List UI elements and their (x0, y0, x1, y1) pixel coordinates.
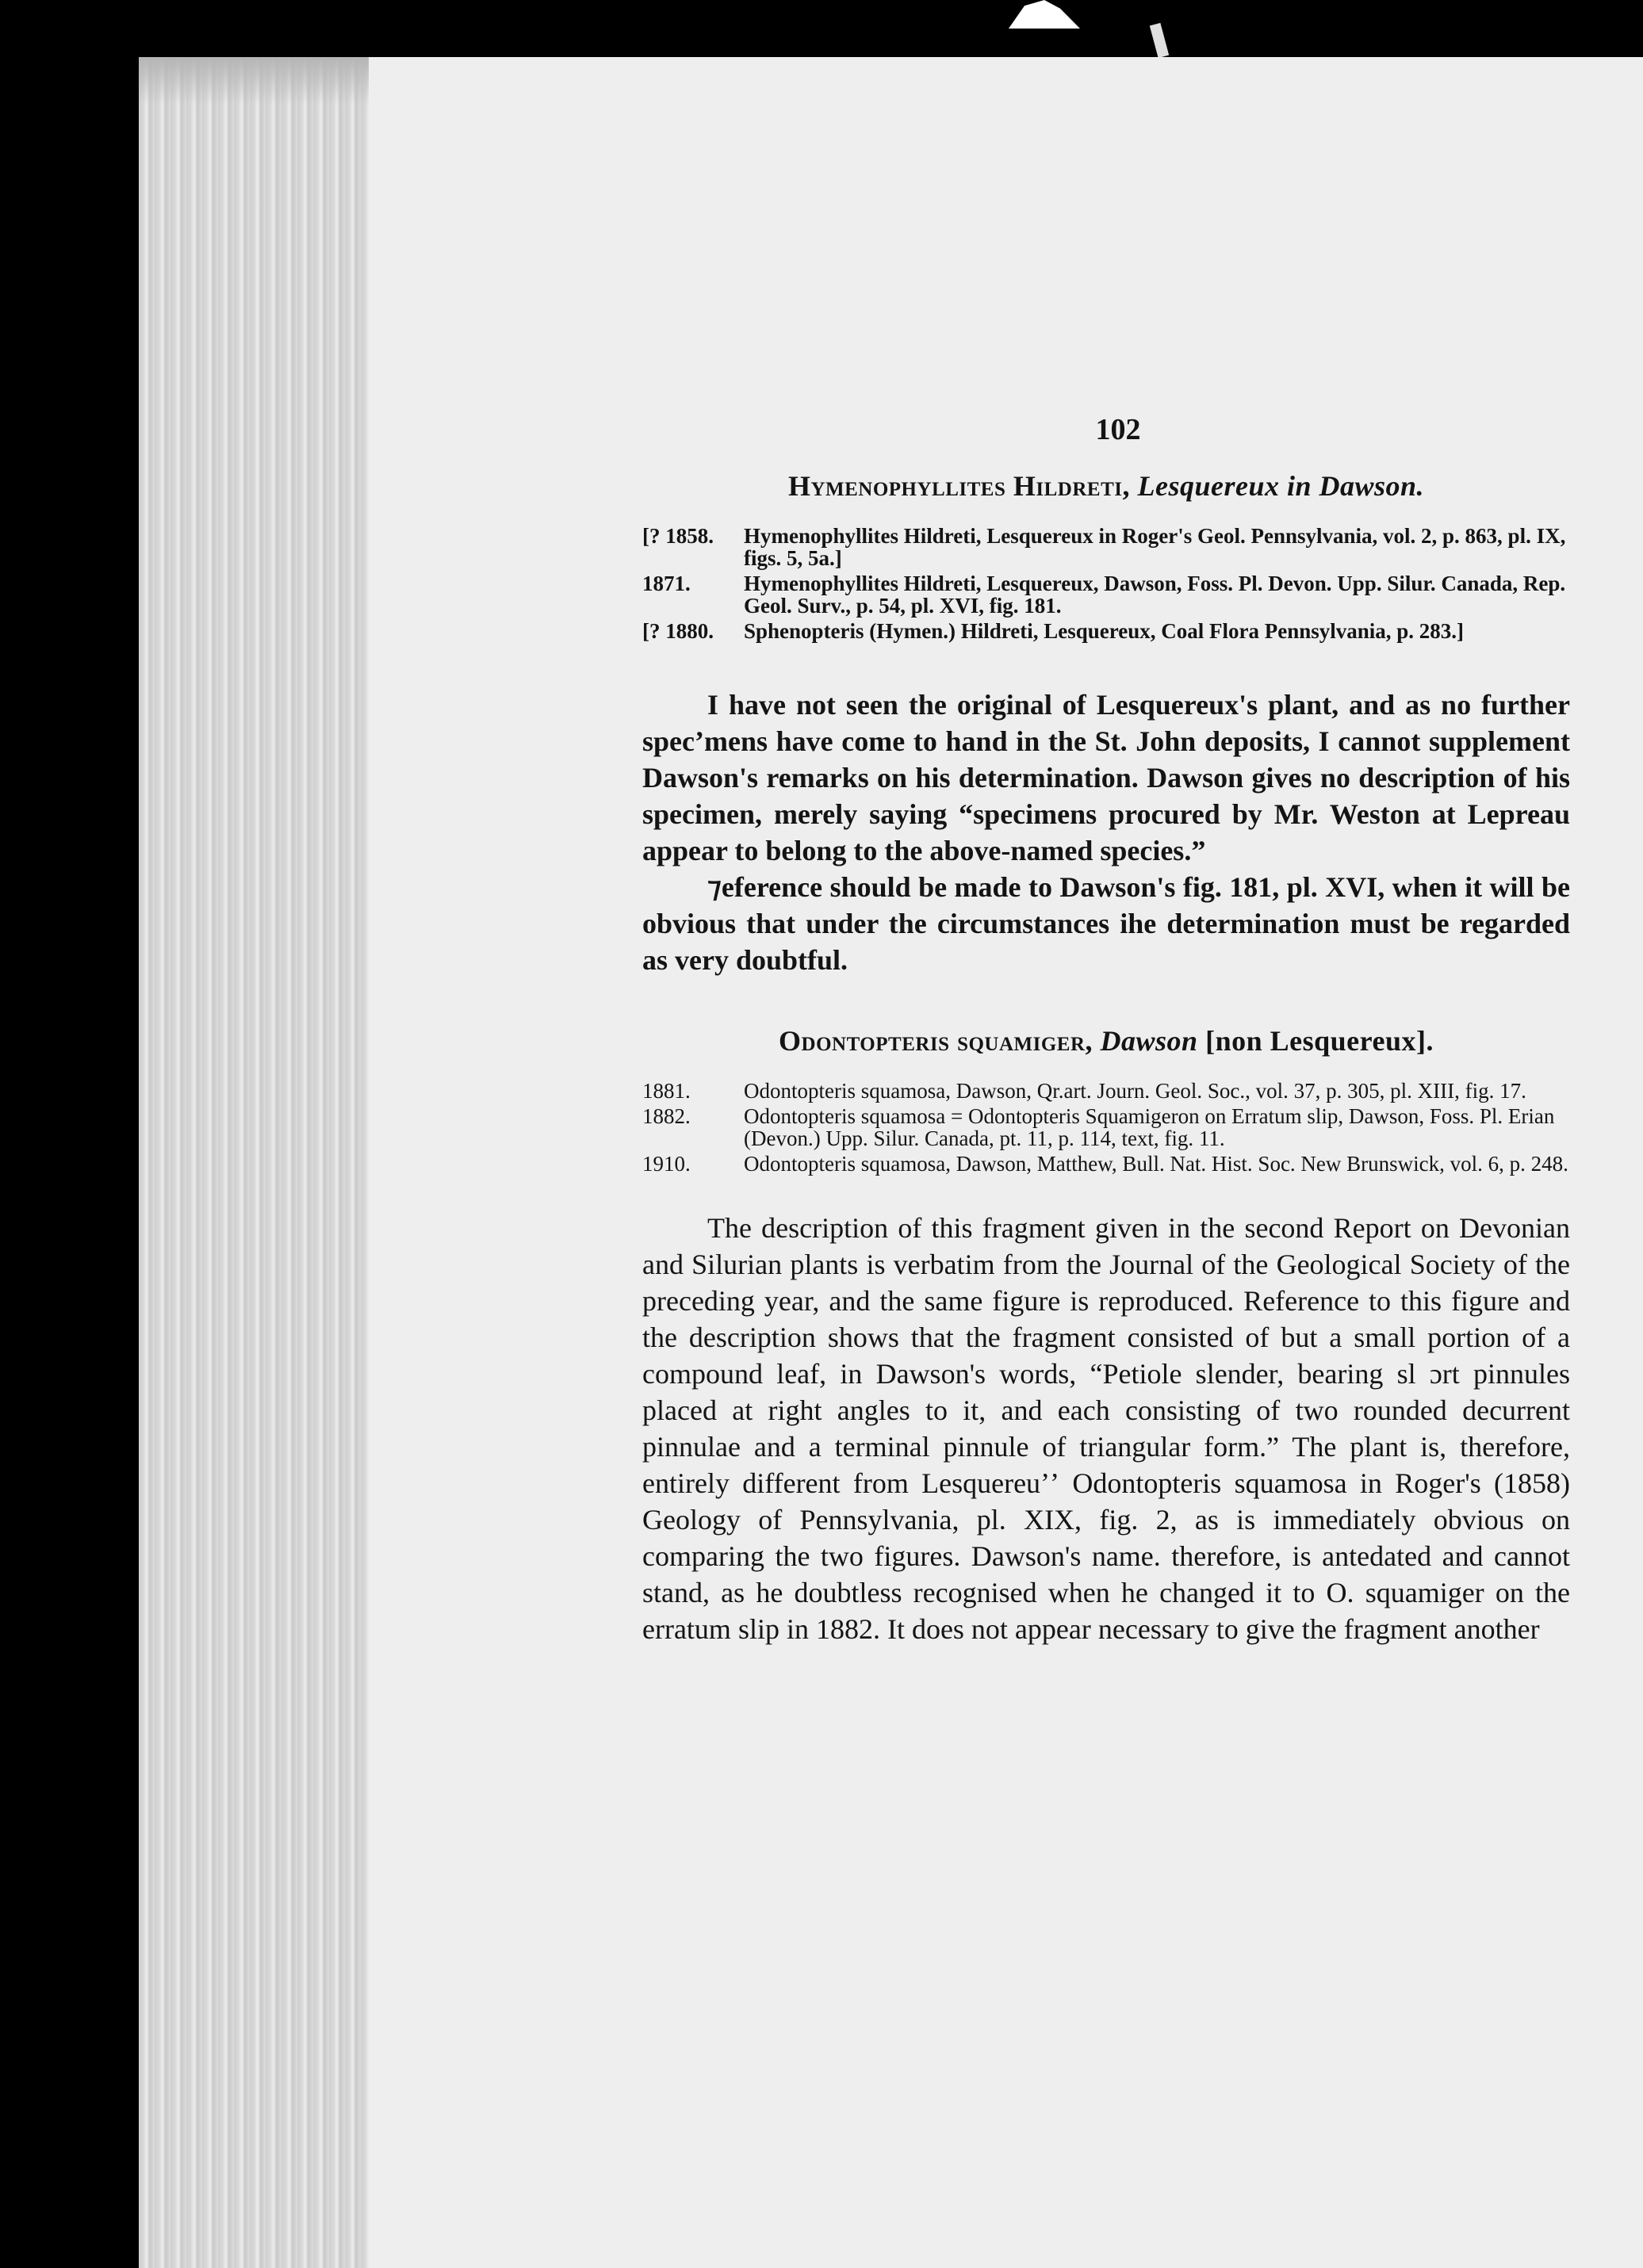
synonymy-text: Hymenophyllites Hildreti, Lesquereux in Roger's Geol. Pennsylvania, vol. 2, p. 863, pl. IX, figs. 5, 5a.] (744, 524, 1566, 570)
page-edges (139, 57, 369, 2268)
section-heading-odontopteris (642, 1024, 1570, 1058)
synonymy-year: 1871. (642, 572, 691, 595)
synonymy-year: [? 1858. (642, 524, 714, 548)
paragraph: I have not seen the original of Lesquereux's plant, and as no further spec’mens have come to hand in the St. John deposits, I cannot supplement Dawson's remarks on his determination. Dawson gives no description of his specimen, merely saying “specimens procured by Mr. Weston at Lepreau appear to belong to the above-named species.” (642, 689, 1570, 866)
heading-note: [non Lesquereux]. (1205, 1025, 1434, 1057)
heading-genus: Hymenophyllites Hildreti, (787, 470, 1130, 502)
paragraph: The description of this fragment given in the second Report on Devonian and Silurian plants is verbatim from the Journal of the Geological Society of the preceding year, and the same figure is reproduced. Reference to this figure and the description shows that the fragment consisted of but a small portion of a compound leaf, in Dawson's words, “Petiole slender, bearing sl ɔrt pinnules placed at right angles to it, and each consisting of two rounded decurrent pinnulae and a terminal pinnule of triangular form.” The plant is, therefore, entirely different from Lesquereuʼʼ Odontopteris squamosa in Roger's (1858) Geology of Pennsylvania, pl. XIX, fig. 2, as is immediately obvious on comparing the two figures. Dawson's name. therefore, is antedated and cannot stand, as he doubtless recognised when he changed it to O. squamiger on the erratum slip in 1882. It does not appear necessary to give the fragment another (642, 1212, 1570, 1645)
synonymy-text: Hymenophyllites Hildreti, Lesquereux, Dawson, Foss. Pl. Devon. Upp. Silur. Canada, Rep. Geol. Surv., p. 54, pl. XVI, fig. 181. (744, 572, 1566, 618)
synonymy-year: 1882. (642, 1104, 691, 1128)
synonymy-text: Odontopteris squamosa, Dawson, Qr.art. Journ. Geol. Soc., vol. 37, p. 305, pl. XIII, fig. 17. (744, 1079, 1526, 1103)
synonymy-year: 1881. (642, 1079, 691, 1103)
synonymy-entry (642, 572, 1570, 617)
synonymy-entry (642, 1105, 1570, 1149)
synonymy-text: Sphenopteris (Hymen.) Hildreti, Lesquereux, Coal Flora Pennsylvania, p. 283.] (744, 619, 1465, 643)
synonymy-entry (642, 1153, 1570, 1175)
paragraph: ⁊eference should be made to Dawson's fig. 181, pl. XVI, when it will be obvious that under the circumstances ihe determination must be regarded as very doubtful. (642, 871, 1570, 976)
synonymy-year: 1910. (642, 1152, 691, 1176)
heading-genus: Odontopteris squamiger, (779, 1025, 1093, 1057)
synonymy-entry (642, 1080, 1570, 1102)
scan-artifact-top (1001, 0, 1080, 29)
synonymy-entry (642, 525, 1570, 569)
heading-author: Dawson (1100, 1025, 1198, 1057)
scanned-book (139, 57, 1643, 2268)
synonymy-text: Odontopteris squamosa, Dawson, Matthew, Bull. Nat. Hist. Soc. New Brunswick, vol. 6, p. 248. (744, 1152, 1568, 1176)
synonymy-entry (642, 620, 1570, 642)
book-page (369, 57, 1643, 2268)
synonymy-text: Odontopteris squamosa = Odontopteris Squamigeron on Erratum slip, Dawson, Foss. Pl. Erian (Devon.) Upp. Silur. Canada, pt. 11, p. 114, text, fig. 11. (744, 1104, 1555, 1150)
scan-artifact-tick (1150, 23, 1169, 58)
section-heading-hymenophyllites (642, 469, 1570, 503)
heading-author: Lesquereux in Dawson. (1137, 470, 1425, 502)
synonymy-year: [? 1880. (642, 619, 714, 643)
page-number: 102 (1095, 413, 1141, 446)
page-content (642, 412, 1570, 1647)
